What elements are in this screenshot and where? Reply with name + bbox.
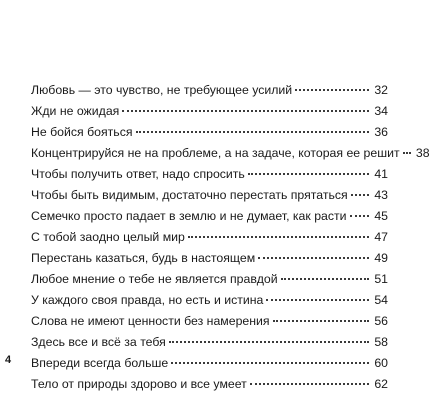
- toc-entry-title: Впереди всегда больше: [31, 356, 169, 370]
- toc-entry: [31, 122, 388, 143]
- toc-entry: [31, 101, 388, 122]
- toc-entry-title: Не бойся бояться: [31, 125, 133, 139]
- toc-dot-leader: [188, 235, 369, 238]
- toc-entry: [31, 164, 388, 185]
- toc-entry: [31, 185, 388, 206]
- toc-dot-leader: [122, 109, 369, 112]
- toc-entry-page: 43: [374, 188, 388, 202]
- toc-dot-leader: [295, 88, 369, 91]
- toc-entry: [31, 353, 388, 374]
- toc-entry-page: 41: [374, 167, 388, 181]
- toc-entry-title: Любовь — это чувство, не требующее усилий: [31, 83, 293, 97]
- toc-entry-page: 54: [374, 293, 388, 307]
- toc-entry-title: Любое мнение о тебе не является правдой: [31, 272, 278, 286]
- toc-entry: [31, 80, 388, 101]
- toc-entry-title: Чтобы быть видимым, достаточно перестать прятаться: [31, 188, 348, 202]
- toc-entry: [31, 206, 388, 227]
- toc-dot-leader: [171, 361, 369, 364]
- toc-dot-leader: [281, 277, 369, 280]
- toc-entry-title: Здесь все и всё за тебя: [31, 335, 166, 349]
- toc-dot-leader: [351, 193, 369, 196]
- toc-entry-title: Перестань казаться, будь в настоящем: [31, 251, 256, 265]
- toc-entry: [31, 290, 388, 311]
- toc-entry-page: 51: [374, 272, 388, 286]
- toc-dot-leader: [250, 382, 369, 385]
- toc-entry-page: 32: [374, 83, 388, 97]
- toc-entry-page: 36: [374, 125, 388, 139]
- toc-dot-leader: [136, 130, 370, 133]
- toc-entry-title: У каждого своя правда, но есть и истина: [31, 293, 264, 307]
- toc-entry-title: Семечко просто падает в землю и не думает, как расти: [31, 209, 347, 223]
- toc-entry-page: 56: [374, 314, 388, 328]
- toc-dot-leader: [169, 340, 369, 343]
- toc-entry-page: 49: [374, 251, 388, 265]
- toc-entry-title: Концентрируйся не на проблеме, а на задаче, которая ее решит: [31, 146, 400, 160]
- toc-entry: [31, 374, 388, 395]
- toc-entry-page: 60: [374, 356, 388, 370]
- toc-entry-page: 62: [374, 377, 388, 391]
- toc-dot-leader: [403, 151, 411, 154]
- toc-entry: [31, 248, 388, 269]
- toc-entry-title: Жди не ожидая: [31, 104, 120, 118]
- toc-entry: [31, 143, 430, 164]
- toc-dot-leader: [258, 256, 369, 259]
- toc-entry-title: С тобой заодно целый мир: [31, 230, 185, 244]
- toc-dot-leader: [266, 298, 369, 301]
- toc-entry-page: 38: [415, 146, 430, 160]
- toc-dot-leader: [273, 319, 369, 322]
- table-of-contents: [31, 80, 430, 395]
- toc-entry-title: Слова не имеют ценности без намерения: [31, 314, 270, 328]
- toc-dot-leader: [248, 172, 369, 175]
- toc-entry-page: 45: [374, 209, 388, 223]
- toc-entry: [31, 332, 388, 353]
- toc-entry: [31, 311, 388, 332]
- toc-entry-title: Чтобы получить ответ, надо спросить: [31, 167, 245, 181]
- page-number: 4: [5, 354, 12, 366]
- toc-dot-leader: [350, 214, 369, 217]
- toc-entry-title: Тело от природы здорово и все умеет: [31, 377, 247, 391]
- toc-entry: [31, 227, 388, 248]
- toc-entry: [31, 269, 388, 290]
- toc-entry-page: 58: [374, 335, 388, 349]
- toc-entry-page: 47: [374, 230, 388, 244]
- toc-entry-page: 34: [374, 104, 388, 118]
